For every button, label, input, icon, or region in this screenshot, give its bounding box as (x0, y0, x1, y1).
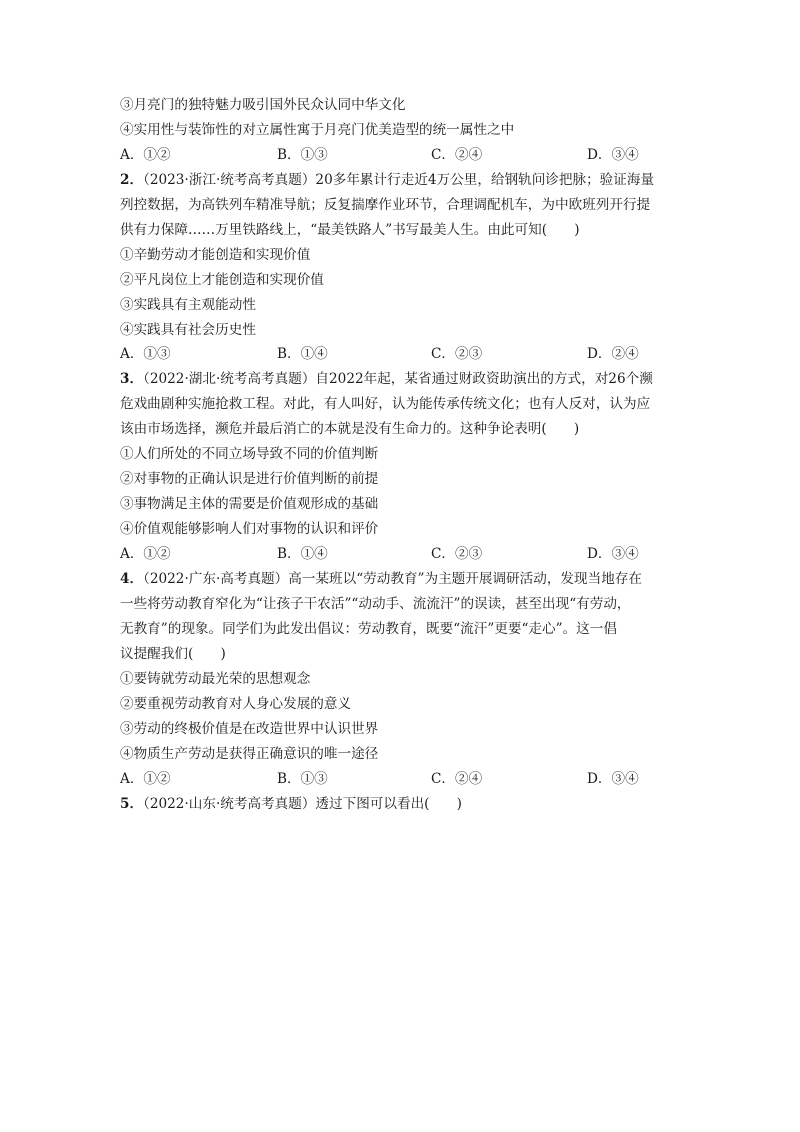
q1-options (120, 146, 680, 164)
q4-statement-2: ②要重视劳动教育对人身心发展的意义 (120, 696, 352, 712)
q2-stem-line-2: 列控数据，为高铁列车精准导航；反复揣摩作业环节，合理调配机车，为中欧班列开行提 (120, 197, 651, 213)
q2-option-b[interactable]: B．①④ (277, 346, 328, 362)
q3-options (120, 545, 680, 563)
q2-statement-3: ③实践具有主观能动性 (120, 297, 256, 313)
q2-stem-line-3: 供有力保障……万里铁路线上，“最美铁路人”书写最美人生。由此可知( ) (120, 222, 580, 238)
q2-statement-1: ①辛勤劳动才能创造和实现价值 (120, 247, 311, 263)
q2-number: 2． (120, 172, 144, 188)
q4-option-a[interactable]: A．①② (120, 771, 171, 787)
q3-statement-4: ④价值观能够影响人们对事物的认识和评价 (120, 521, 379, 537)
q4-stem-line-1: 4．（2022·广东·高考真题）高一某班以“劳动教育”为主题开展调研活动，发现当地存在 (120, 571, 642, 587)
q3-option-c[interactable]: C．②③ (431, 546, 483, 562)
q3-number: 3． (120, 371, 144, 387)
q3-statement-2: ②对事物的正确认识是进行价值判断的前提 (120, 471, 379, 487)
q4-stem-line-3: 无教育”的现象。同学们为此发出倡议：劳动教育，既要“流汗”更要“走心”。这一倡 (120, 621, 617, 637)
q3-stem-line-3: 该由市场选择，濒危并最后消亡的本就是没有生命力的。这种争论表明( ) (120, 421, 580, 437)
q4-statement-3: ③劳动的终极价值是在改造世界中认识世界 (120, 721, 379, 737)
q4-stem-line-4: 议提醒我们( ) (120, 646, 226, 662)
q3-stem-line-1: 3．（2022·湖北·统考高考真题）自2022年起，某省通过财政资助演出的方式，对26个濒 (120, 371, 653, 387)
q4-stem-line-2: 一些将劳动教育窄化为“让孩子干农活”“动动手、流流汗”的误读，甚至出现“有劳动， (120, 596, 631, 612)
q1-statement-4: ④实用性与装饰性的对立属性寓于月亮门优美造型的统一属性之中 (120, 122, 515, 138)
q3-option-a[interactable]: A．①② (120, 546, 171, 562)
q1-option-a[interactable]: A．①② (120, 147, 171, 163)
q4-options (120, 770, 680, 788)
q3-statement-1: ①人们所处的不同立场导致不同的价值判断 (120, 446, 379, 462)
q3-option-d[interactable]: D．③④ (587, 546, 639, 562)
q4-option-d[interactable]: D．③④ (587, 771, 639, 787)
q4-statement-1: ①要铸就劳动最光荣的思想观念 (120, 671, 311, 687)
q3-stem-line-2: 危戏曲剧种实施抢救工程。对此，有人叫好，认为能传承传统文化；也有人反对，认为应 (120, 396, 651, 412)
q5-stem-line-1: 5．（2022·山东·统考高考真题）透过下图可以看出( ) (120, 796, 462, 812)
q2-option-d[interactable]: D．②④ (587, 346, 639, 362)
q2-option-c[interactable]: C．②③ (431, 346, 483, 362)
q4-option-c[interactable]: C．②④ (431, 771, 483, 787)
q1-option-b[interactable]: B．①③ (277, 147, 328, 163)
q3-statement-3: ③事物满足主体的需要是价值观形成的基础 (120, 496, 379, 512)
q1-statement-3: ③月亮门的独特魅力吸引国外民众认同中华文化 (120, 97, 406, 113)
q2-option-a[interactable]: A．①③ (120, 346, 171, 362)
q4-statement-4: ④物质生产劳动是获得正确意识的唯一途径 (120, 746, 379, 762)
q5-number: 5． (120, 796, 144, 812)
q4-number: 4． (120, 571, 144, 587)
q2-statement-4: ④实践具有社会历史性 (120, 322, 256, 338)
q3-option-b[interactable]: B．①④ (277, 546, 328, 562)
q1-option-d[interactable]: D．③④ (587, 147, 639, 163)
q2-options (120, 345, 680, 363)
q2-stem-line-1: 2．（2023·浙江·统考高考真题）20多年累计行走近4万公里，给钢轨问诊把脉；验证海量 (120, 172, 655, 188)
q4-option-b[interactable]: B．①③ (277, 771, 328, 787)
q1-option-c[interactable]: C．②④ (431, 147, 483, 163)
q2-statement-2: ②平凡岗位上才能创造和实现价值 (120, 272, 324, 288)
